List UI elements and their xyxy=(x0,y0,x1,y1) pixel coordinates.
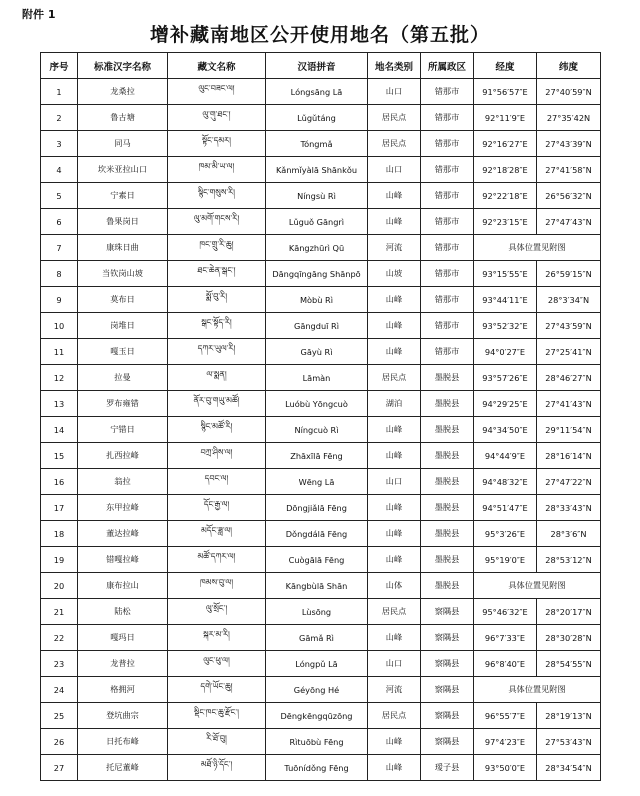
cell-region: 错那市 xyxy=(421,339,474,365)
cell-longitude: 92°23′15″E xyxy=(474,209,537,235)
cell-tibetan-name: ལུ་མགོ་གངས་རི། xyxy=(168,209,266,235)
cell-region: 瑷子县 xyxy=(421,755,474,781)
cell-pinyin: Tóngmǎ xyxy=(266,131,368,157)
table-row xyxy=(41,547,601,573)
cell-latitude: 27°43′39″N xyxy=(537,131,601,157)
cell-serial-no: 17 xyxy=(41,495,78,521)
cell-tibetan-name: སྐར་མ་རི། xyxy=(168,625,266,651)
cell-pinyin: Luóbù Yōngcuò xyxy=(266,391,368,417)
cell-pinyin: Kāngzhūrì Qū xyxy=(266,235,368,261)
table-row xyxy=(41,105,601,131)
cell-category: 山坡 xyxy=(368,261,421,287)
cell-longitude: 94°44′9″E xyxy=(474,443,537,469)
cell-pinyin: Dōngjiǎlā Fēng xyxy=(266,495,368,521)
cell-longitude: 93°52′32″E xyxy=(474,313,537,339)
place-name-table xyxy=(40,52,601,781)
cell-latitude: 27°47′43″N xyxy=(537,209,601,235)
cell-standard-name: 托尼董峰 xyxy=(78,755,168,781)
cell-pinyin: Kāngbùlā Shān xyxy=(266,573,368,599)
cell-category: 山峰 xyxy=(368,417,421,443)
cell-category: 山峰 xyxy=(368,521,421,547)
cell-pinyin: Lóngsāng Lā xyxy=(266,79,368,105)
cell-category: 山峰 xyxy=(368,183,421,209)
cell-standard-name: 错嘎拉峰 xyxy=(78,547,168,573)
cell-longitude: 95°46′32″E xyxy=(474,599,537,625)
cell-serial-no: 10 xyxy=(41,313,78,339)
cell-tibetan-name: ལ་སྨན། xyxy=(168,365,266,391)
cell-latitude: 28°16′14″N xyxy=(537,443,601,469)
cell-tibetan-name: དགེ་ཡོང་ཆུ། xyxy=(168,677,266,703)
cell-pinyin: Dēngkēngqūzōng xyxy=(266,703,368,729)
cell-region: 察隅县 xyxy=(421,703,474,729)
table-row xyxy=(41,703,601,729)
cell-tibetan-name: ལུ་སྲོང་། xyxy=(168,599,266,625)
cell-tibetan-name: ཐང་ཆེན་སྒང་། xyxy=(168,261,266,287)
cell-serial-no: 19 xyxy=(41,547,78,573)
cell-category: 居民点 xyxy=(368,599,421,625)
cell-longitude: 96°7′33″E xyxy=(474,625,537,651)
header-standard-name: 标准汉字名称 xyxy=(78,53,168,79)
cell-standard-name: 格拥河 xyxy=(78,677,168,703)
cell-latitude: 28°3′34″N xyxy=(537,287,601,313)
table-row xyxy=(41,469,601,495)
header-serial-no: 序号 xyxy=(41,53,78,79)
cell-pinyin: Rìtuōbù Fēng xyxy=(266,729,368,755)
cell-latitude: 27°47′22″N xyxy=(537,469,601,495)
cell-location-note: 具体位置见附图 xyxy=(474,573,601,599)
cell-standard-name: 宁素日 xyxy=(78,183,168,209)
cell-tibetan-name: སྙིང་མཚོ་རི། xyxy=(168,417,266,443)
cell-standard-name: 康布拉山 xyxy=(78,573,168,599)
cell-region: 察隅县 xyxy=(421,677,474,703)
table-row xyxy=(41,339,601,365)
cell-serial-no: 8 xyxy=(41,261,78,287)
cell-pinyin: Mòbù Rì xyxy=(266,287,368,313)
cell-category: 山峰 xyxy=(368,443,421,469)
cell-standard-name: 鲁古塘 xyxy=(78,105,168,131)
cell-serial-no: 25 xyxy=(41,703,78,729)
cell-standard-name: 罗布雍错 xyxy=(78,391,168,417)
cell-serial-no: 3 xyxy=(41,131,78,157)
cell-category: 山峰 xyxy=(368,287,421,313)
cell-tibetan-name: ལུང་བཟང་ལ། xyxy=(168,79,266,105)
cell-region: 察隅县 xyxy=(421,599,474,625)
table-body xyxy=(41,79,601,781)
cell-serial-no: 5 xyxy=(41,183,78,209)
cell-tibetan-name: སྡིང་ཁང་ཆུ་རྫོང་། xyxy=(168,703,266,729)
cell-latitude: 28°30′28″N xyxy=(537,625,601,651)
table-row xyxy=(41,261,601,287)
cell-serial-no: 15 xyxy=(41,443,78,469)
cell-tibetan-name: ཁང་གྲུ་རི་ཆུ། xyxy=(168,235,266,261)
cell-pinyin: Gāngduī Rì xyxy=(266,313,368,339)
cell-pinyin: Gāyù Rì xyxy=(266,339,368,365)
cell-pinyin: Níngsù Rì xyxy=(266,183,368,209)
cell-latitude: 27°40′59″N xyxy=(537,79,601,105)
cell-standard-name: 同马 xyxy=(78,131,168,157)
cell-region: 墨脱县 xyxy=(421,469,474,495)
cell-longitude: 92°18′28″E xyxy=(474,157,537,183)
cell-standard-name: 陆松 xyxy=(78,599,168,625)
cell-category: 山峰 xyxy=(368,547,421,573)
cell-category: 居民点 xyxy=(368,703,421,729)
cell-category: 山峰 xyxy=(368,339,421,365)
cell-longitude: 93°15′55″E xyxy=(474,261,537,287)
cell-category: 河流 xyxy=(368,677,421,703)
cell-serial-no: 20 xyxy=(41,573,78,599)
cell-category: 山口 xyxy=(368,651,421,677)
cell-serial-no: 16 xyxy=(41,469,78,495)
cell-pinyin: Zhāxīlā Fēng xyxy=(266,443,368,469)
table-row xyxy=(41,729,601,755)
cell-tibetan-name: སྟོང་དམར། xyxy=(168,131,266,157)
table-row xyxy=(41,495,601,521)
cell-pinyin: Lóngpǔ Lā xyxy=(266,651,368,677)
cell-longitude: 92°22′18″E xyxy=(474,183,537,209)
cell-serial-no: 2 xyxy=(41,105,78,131)
cell-pinyin: Géyōng Hé xyxy=(266,677,368,703)
cell-tibetan-name: སྙིང་གསུས་རི། xyxy=(168,183,266,209)
cell-latitude: 28°46′27″N xyxy=(537,365,601,391)
table-row xyxy=(41,417,601,443)
cell-region: 错那市 xyxy=(421,235,474,261)
header-region: 所属政区 xyxy=(421,53,474,79)
cell-serial-no: 21 xyxy=(41,599,78,625)
cell-latitude: 28°34′54″N xyxy=(537,755,601,781)
cell-tibetan-name: ལུ་གུ་ཐང་། xyxy=(168,105,266,131)
cell-latitude: 27°53′43″N xyxy=(537,729,601,755)
cell-region: 墨脱县 xyxy=(421,391,474,417)
cell-latitude: 28°19′13″N xyxy=(537,703,601,729)
cell-standard-name: 董达拉峰 xyxy=(78,521,168,547)
cell-region: 墨脱县 xyxy=(421,495,474,521)
cell-category: 居民点 xyxy=(368,365,421,391)
cell-standard-name: 扎西拉峰 xyxy=(78,443,168,469)
cell-region: 错那市 xyxy=(421,157,474,183)
cell-standard-name: 宁错日 xyxy=(78,417,168,443)
cell-pinyin: Tuōnídǒng Fēng xyxy=(266,755,368,781)
cell-latitude: 26°56′32″N xyxy=(537,183,601,209)
cell-serial-no: 27 xyxy=(41,755,78,781)
cell-tibetan-name: མཚོ་དཀར་ལ། xyxy=(168,547,266,573)
table-row xyxy=(41,391,601,417)
cell-region: 墨脱县 xyxy=(421,547,474,573)
cell-standard-name: 莫布日 xyxy=(78,287,168,313)
cell-latitude: 28°3′6″N xyxy=(537,521,601,547)
cell-category: 山口 xyxy=(368,469,421,495)
cell-longitude: 93°44′11″E xyxy=(474,287,537,313)
cell-standard-name: 康珠日曲 xyxy=(78,235,168,261)
cell-standard-name: 坎米亚拉山口 xyxy=(78,157,168,183)
cell-longitude: 95°19′0″E xyxy=(474,547,537,573)
cell-tibetan-name: ཁམ་མི་ཡ་ལ། xyxy=(168,157,266,183)
table-row xyxy=(41,599,601,625)
cell-region: 墨脱县 xyxy=(421,443,474,469)
table-row xyxy=(41,677,601,703)
cell-tibetan-name: དོང་རྒྱ་ལ། xyxy=(168,495,266,521)
cell-tibetan-name: སྒང་སྟོད་རི། xyxy=(168,313,266,339)
cell-serial-no: 23 xyxy=(41,651,78,677)
cell-category: 山峰 xyxy=(368,495,421,521)
table-header-row xyxy=(41,53,601,79)
cell-pinyin: Dāngqīngāng Shānpō xyxy=(266,261,368,287)
cell-latitude: 28°33′43″N xyxy=(537,495,601,521)
cell-tibetan-name: ལུང་ཕུ་ལ། xyxy=(168,651,266,677)
cell-standard-name: 嘎玉日 xyxy=(78,339,168,365)
cell-latitude: 28°54′55″N xyxy=(537,651,601,677)
cell-pinyin: Kǎnmǐyàlā Shānkǒu xyxy=(266,157,368,183)
table-row xyxy=(41,573,601,599)
table-row xyxy=(41,365,601,391)
cell-longitude: 92°11′9″E xyxy=(474,105,537,131)
cell-latitude: 27°41′58″N xyxy=(537,157,601,183)
cell-latitude: 27°25′41″N xyxy=(537,339,601,365)
cell-category: 河流 xyxy=(368,235,421,261)
cell-latitude: 27°41′43″N xyxy=(537,391,601,417)
cell-serial-no: 7 xyxy=(41,235,78,261)
cell-latitude: 27°35′42N xyxy=(537,105,601,131)
page-title: 增补藏南地区公开使用地名（第五批） xyxy=(149,24,490,46)
cell-location-note: 具体位置见附图 xyxy=(474,677,601,703)
cell-region: 错那市 xyxy=(421,287,474,313)
cell-pinyin: Lǔgǔtáng xyxy=(266,105,368,131)
cell-latitude: 28°20′17″N xyxy=(537,599,601,625)
cell-region: 墨脱县 xyxy=(421,417,474,443)
cell-tibetan-name: ཁམས་བུ་ལ། xyxy=(168,573,266,599)
cell-longitude: 94°48′32″E xyxy=(474,469,537,495)
cell-serial-no: 9 xyxy=(41,287,78,313)
cell-latitude: 26°59′15″N xyxy=(537,261,601,287)
table-row xyxy=(41,651,601,677)
cell-standard-name: 日托布峰 xyxy=(78,729,168,755)
cell-category: 居民点 xyxy=(368,131,421,157)
table-row xyxy=(41,625,601,651)
cell-region: 墨脱县 xyxy=(421,521,474,547)
cell-category: 山峰 xyxy=(368,755,421,781)
table-row xyxy=(41,313,601,339)
header-latitude: 纬度 xyxy=(537,53,601,79)
cell-tibetan-name: བཀྲ་ཤིས་ལ། xyxy=(168,443,266,469)
cell-tibetan-name: རི་ཐོ་བུ། xyxy=(168,729,266,755)
cell-category: 山峰 xyxy=(368,729,421,755)
cell-pinyin: Gāmǎ Rì xyxy=(266,625,368,651)
cell-latitude: 27°43′59″N xyxy=(537,313,601,339)
cell-serial-no: 18 xyxy=(41,521,78,547)
cell-standard-name: 嘎玛日 xyxy=(78,625,168,651)
table-row xyxy=(41,131,601,157)
cell-longitude: 93°50′0″E xyxy=(474,755,537,781)
cell-region: 察隅县 xyxy=(421,625,474,651)
cell-longitude: 94°51′47″E xyxy=(474,495,537,521)
cell-pinyin: Wēng Lā xyxy=(266,469,368,495)
cell-standard-name: 拉曼 xyxy=(78,365,168,391)
cell-serial-no: 13 xyxy=(41,391,78,417)
cell-pinyin: Dǒngdálā Fēng xyxy=(266,521,368,547)
cell-region: 墨脱县 xyxy=(421,573,474,599)
cell-pinyin: Lùsōng xyxy=(266,599,368,625)
cell-longitude: 91°56′57″E xyxy=(474,79,537,105)
header-pinyin: 汉语拼音 xyxy=(266,53,368,79)
cell-region: 错那市 xyxy=(421,105,474,131)
cell-region: 错那市 xyxy=(421,261,474,287)
table-row xyxy=(41,157,601,183)
table-row xyxy=(41,755,601,781)
cell-region: 错那市 xyxy=(421,313,474,339)
cell-tibetan-name: སྨོ་བུ་རི། xyxy=(168,287,266,313)
cell-serial-no: 1 xyxy=(41,79,78,105)
cell-tibetan-name: དབང་ལ། xyxy=(168,469,266,495)
cell-serial-no: 6 xyxy=(41,209,78,235)
cell-standard-name: 登坑曲宗 xyxy=(78,703,168,729)
cell-standard-name: 岗堆日 xyxy=(78,313,168,339)
table-row xyxy=(41,443,601,469)
cell-category: 山口 xyxy=(368,157,421,183)
cell-region: 错那市 xyxy=(421,183,474,209)
cell-serial-no: 24 xyxy=(41,677,78,703)
table-row xyxy=(41,79,601,105)
cell-category: 山峰 xyxy=(368,209,421,235)
cell-standard-name: 鲁果岗日 xyxy=(78,209,168,235)
cell-serial-no: 11 xyxy=(41,339,78,365)
table-row xyxy=(41,287,601,313)
cell-standard-name: 当钦岗山坡 xyxy=(78,261,168,287)
cell-region: 察隅县 xyxy=(421,729,474,755)
cell-longitude: 95°3′26″E xyxy=(474,521,537,547)
cell-tibetan-name: མཐོ་ཉི་དོང་། xyxy=(168,755,266,781)
cell-region: 错那市 xyxy=(421,79,474,105)
cell-tibetan-name: ནོར་བུ་གཡུ་མཚོ། xyxy=(168,391,266,417)
table-row xyxy=(41,183,601,209)
cell-category: 湖泊 xyxy=(368,391,421,417)
cell-latitude: 28°53′12″N xyxy=(537,547,601,573)
cell-region: 察隅县 xyxy=(421,651,474,677)
cell-longitude: 92°16′27″E xyxy=(474,131,537,157)
cell-category: 山峰 xyxy=(368,625,421,651)
cell-category: 山峰 xyxy=(368,313,421,339)
cell-category: 山体 xyxy=(368,573,421,599)
cell-standard-name: 龙普拉 xyxy=(78,651,168,677)
cell-latitude: 29°11′54″N xyxy=(537,417,601,443)
cell-longitude: 93°57′26″E xyxy=(474,365,537,391)
cell-tibetan-name: མདོང་ཟླ་ལ། xyxy=(168,521,266,547)
cell-standard-name: 龙桑拉 xyxy=(78,79,168,105)
cell-region: 墨脱县 xyxy=(421,365,474,391)
cell-region: 错那市 xyxy=(421,131,474,157)
cell-standard-name: 东甲拉峰 xyxy=(78,495,168,521)
header-category: 地名类别 xyxy=(368,53,421,79)
cell-longitude: 94°0′27″E xyxy=(474,339,537,365)
header-tibetan-name: 藏文名称 xyxy=(168,53,266,79)
cell-serial-no: 4 xyxy=(41,157,78,183)
cell-pinyin: Níngcuò Rì xyxy=(266,417,368,443)
table-row xyxy=(41,521,601,547)
cell-serial-no: 26 xyxy=(41,729,78,755)
cell-tibetan-name: དཀར་ཡུལ་རི། xyxy=(168,339,266,365)
header-longitude: 经度 xyxy=(474,53,537,79)
cell-longitude: 96°55′7″E xyxy=(474,703,537,729)
cell-location-note: 具体位置见附图 xyxy=(474,235,601,261)
cell-longitude: 97°4′23″E xyxy=(474,729,537,755)
cell-pinyin: Cuògālā Fēng xyxy=(266,547,368,573)
cell-longitude: 94°34′50″E xyxy=(474,417,537,443)
cell-serial-no: 12 xyxy=(41,365,78,391)
cell-longitude: 94°29′25″E xyxy=(474,391,537,417)
table-row xyxy=(41,209,601,235)
annex-label: 附件 1 xyxy=(22,8,56,21)
cell-region: 错那市 xyxy=(421,209,474,235)
table-row xyxy=(41,235,601,261)
cell-longitude: 96°8′40″E xyxy=(474,651,537,677)
cell-pinyin: Lāmàn xyxy=(266,365,368,391)
cell-standard-name: 翁拉 xyxy=(78,469,168,495)
cell-category: 居民点 xyxy=(368,105,421,131)
cell-pinyin: Lǔguǒ Gāngrì xyxy=(266,209,368,235)
cell-category: 山口 xyxy=(368,79,421,105)
cell-serial-no: 22 xyxy=(41,625,78,651)
cell-serial-no: 14 xyxy=(41,417,78,443)
